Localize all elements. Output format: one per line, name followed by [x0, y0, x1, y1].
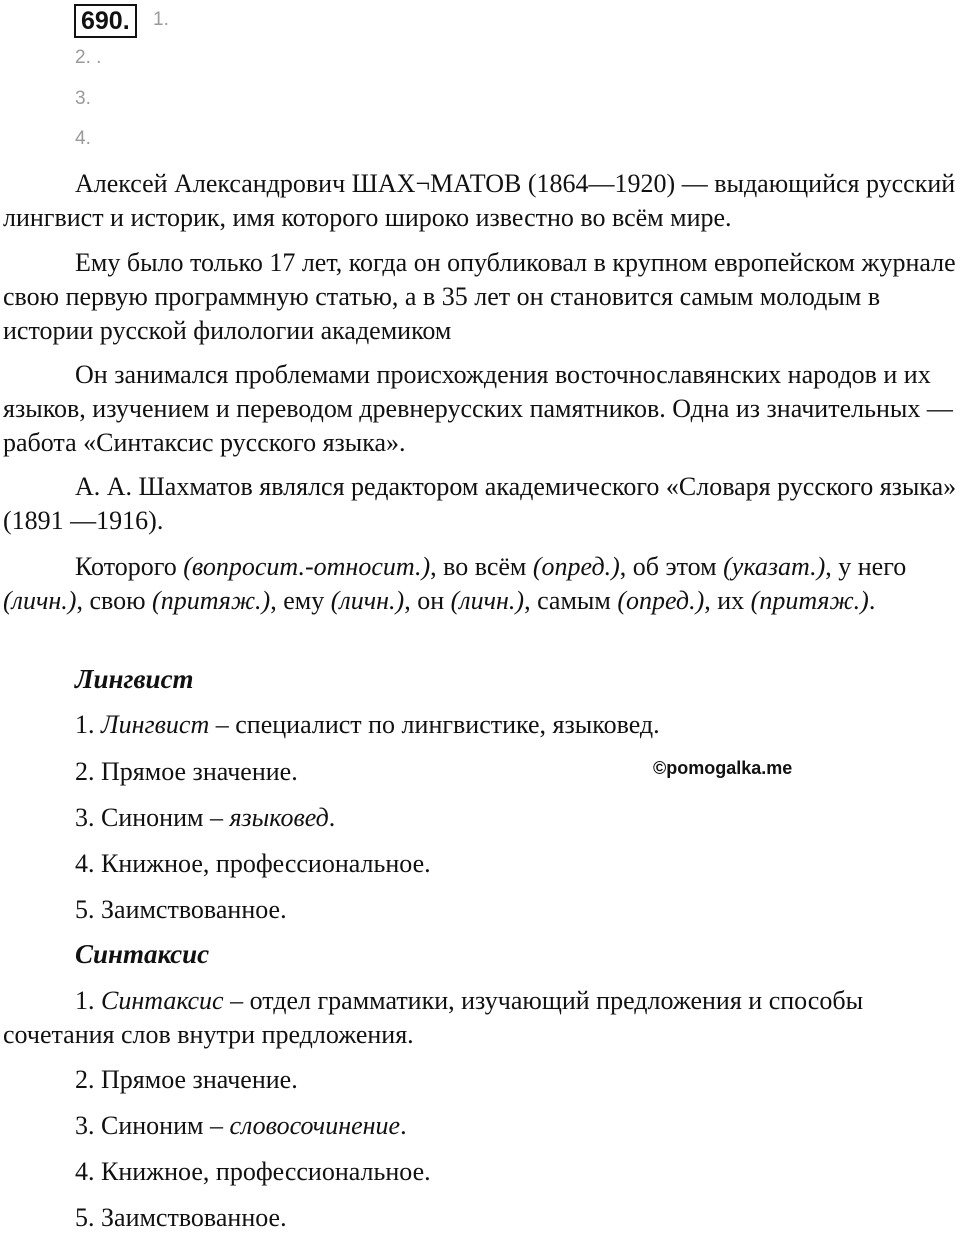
- word1-line-3: [75, 801, 335, 835]
- word2-line-1: [3, 984, 958, 1052]
- term: Синтаксис: [101, 986, 224, 1015]
- pronoun-category: (личн.): [330, 586, 405, 615]
- synonym-end: .: [400, 1111, 407, 1140]
- word1-line-5: 5. Заимствованное.: [75, 895, 287, 924]
- pronoun-category: (личн.): [3, 586, 77, 615]
- paragraph-1: Алексей Александрович ШАХ¬МАТОВ (1864—1920) — выдающийся русский лингвист и историк, имя которого широко известно во всём мире.: [3, 169, 956, 232]
- word1-line-2: 2. Прямое значение.: [75, 757, 298, 786]
- pronoun-word: , ему: [270, 586, 325, 615]
- pronoun-word: , об этом: [619, 552, 717, 581]
- pronoun-category: (личн.): [450, 586, 525, 615]
- list-line-1: 1.: [153, 9, 169, 30]
- line-number: 1.: [75, 710, 95, 739]
- definition: – специалист по лингвистике, языковед.: [209, 710, 660, 739]
- word2-line-5: 5. Заимствованное.: [75, 1203, 287, 1232]
- pronoun-category: (притяж.): [750, 586, 869, 615]
- pronoun-category: (опред.): [617, 586, 705, 615]
- pronoun-category: (вопросит.-относит.): [183, 552, 431, 581]
- pronoun-analysis: [3, 550, 958, 618]
- word2-line-4: 4. Книжное, профессиональное.: [75, 1157, 431, 1186]
- term: Лингвист: [101, 710, 210, 739]
- pronoun-word: , самым: [524, 586, 611, 615]
- pronoun-word: Которого: [75, 552, 177, 581]
- paragraph-2: Ему было только 17 лет, когда он опубликовал в крупном европейском журнале свою первую программную статью, а в 35 лет он становится самым молодым в истории русской филологии академиком: [3, 248, 956, 345]
- pronoun-end: .: [868, 586, 876, 615]
- paragraph-4: А. А. Шахматов являлся редактором академического «Словаря русского языка» (1891 —1916).: [3, 472, 957, 535]
- synonym: языковед: [229, 803, 329, 832]
- list-line-4: 4.: [75, 128, 91, 149]
- word2-line-3: [75, 1109, 407, 1143]
- list-line-3: 3.: [75, 88, 91, 109]
- word1-line-1: [75, 708, 660, 742]
- definition: – отдел грамматики, изучающий предложения и способы сочетания слов внутри предложения.: [3, 986, 864, 1049]
- pronoun-category: (опред.): [532, 552, 620, 581]
- pronoun-word: , у него: [825, 552, 907, 581]
- paragraph-3: Он занимался проблемами происхождения восточнославянских народов и их языков, изучением и переводом древнерусских памятников. Одна из значительных — работа «Синтаксис русского языка».: [3, 360, 953, 457]
- word-heading-linguist: Лингвист: [75, 664, 194, 694]
- watermark: ©pomogalka.me: [653, 758, 793, 778]
- pronoun-word: , их: [704, 586, 745, 615]
- line-number: 1.: [75, 986, 95, 1015]
- pronoun-word: , свою: [76, 586, 146, 615]
- pronoun-word: , во всём: [430, 552, 527, 581]
- pronoun-category: (притяж.): [152, 586, 271, 615]
- word-heading-syntax: Синтаксис: [75, 939, 210, 969]
- pronoun-category: (указат.): [723, 552, 826, 581]
- word1-line-4: 4. Книжное, профессиональное.: [75, 849, 431, 878]
- word2-line-2: 2. Прямое значение.: [75, 1065, 298, 1094]
- pronoun-word: , он: [404, 586, 445, 615]
- synonym-label: 3. Синоним –: [75, 1111, 230, 1140]
- synonym-label: 3. Синоним –: [75, 803, 230, 832]
- exercise-number: 690.: [74, 4, 137, 38]
- synonym-end: .: [328, 803, 336, 832]
- synonym: словосочинение: [229, 1111, 401, 1140]
- list-line-2: 2. .: [75, 47, 102, 68]
